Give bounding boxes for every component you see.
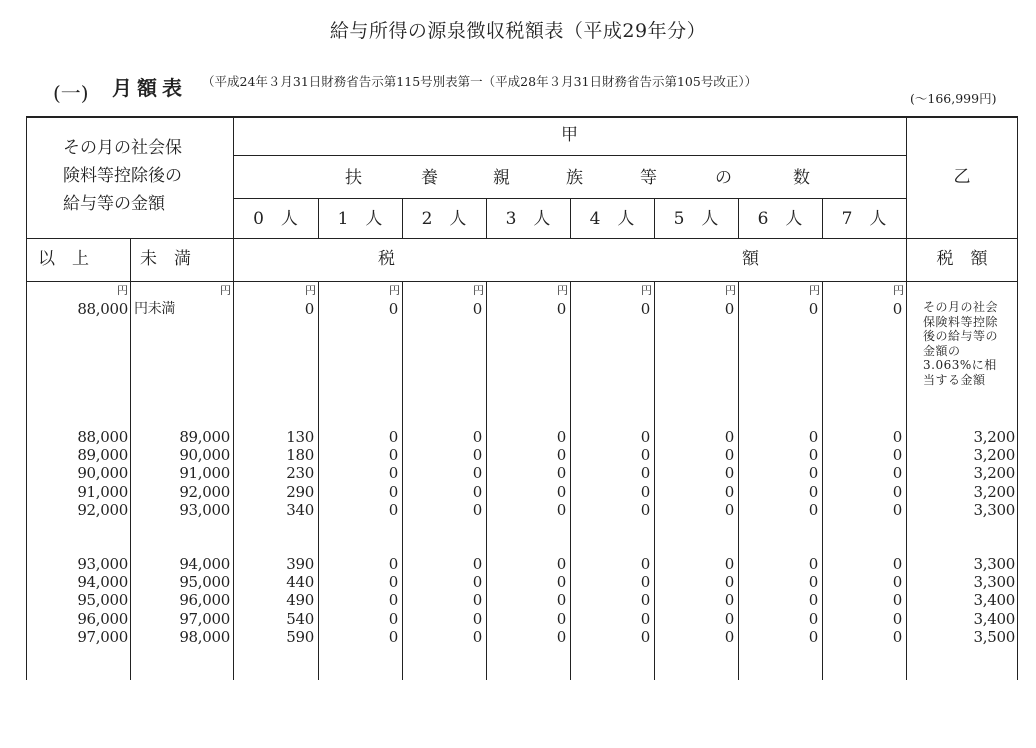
tax-value: 0 (724, 500, 734, 519)
tax-value: 0 (472, 500, 482, 519)
person-count-header: 4 人 (589, 209, 635, 229)
yen-unit: 円 (220, 284, 231, 297)
otsu-label: 乙 (953, 167, 971, 187)
yen-unit: 円 (809, 284, 820, 297)
row-to: 円未満 (134, 301, 176, 317)
tax-value: 0 (640, 609, 650, 628)
tax-value: 0 (556, 428, 566, 446)
tax-value: 0 (808, 482, 818, 501)
tax-label-char-1: 税 (378, 249, 395, 269)
tax-value: 0 (556, 555, 566, 573)
otsu-value: 3,400 (973, 591, 1015, 610)
yen-unit: 円 (473, 284, 484, 297)
row-to: 93,000 (179, 500, 230, 519)
tax-value: 440 (286, 573, 314, 592)
tax-value: 0 (388, 627, 398, 646)
document-title: 給与所得の源泉徴収税額表（平成29年分） (329, 20, 707, 42)
yen-unit: 円 (725, 284, 736, 297)
row-to: 95,000 (179, 573, 230, 592)
table-top-border (26, 116, 1018, 118)
tax-value: 0 (388, 555, 398, 573)
otsu-note: その月の社会保険料等控除後の給与等の金額の3.063%に相当する金額 (923, 300, 999, 387)
tax-value: 0 (472, 300, 482, 318)
person-count-header: 7 人 (841, 209, 887, 229)
to-label: 未 満 (140, 249, 191, 269)
tax-value: 0 (556, 573, 566, 592)
tax-value: 0 (808, 591, 818, 610)
ko-label: 甲 (561, 125, 578, 145)
tax-value: 0 (892, 627, 902, 646)
tax-value: 0 (808, 573, 818, 592)
yen-unit: 円 (389, 284, 400, 297)
otsu-tax-label: 税 額 (936, 249, 988, 269)
tax-value: 0 (892, 300, 902, 318)
salary-label-line: その月の社会保 (63, 138, 182, 158)
tax-value: 0 (472, 627, 482, 646)
tax-value: 0 (556, 464, 566, 483)
otsu-value: 3,200 (973, 482, 1015, 501)
row-from: 92,000 (77, 500, 128, 519)
row-from: 88,000 (77, 300, 128, 318)
yen-unit: 円 (305, 284, 316, 297)
tax-value: 0 (472, 609, 482, 628)
tax-value: 230 (286, 464, 314, 483)
section-number: (一) (53, 81, 89, 105)
tax-value: 130 (286, 428, 314, 446)
dependents-char: 扶 (345, 168, 362, 188)
tax-value: 0 (724, 609, 734, 628)
tax-value: 490 (286, 591, 314, 610)
tax-value: 0 (808, 609, 818, 628)
otsu-value: 3,200 (973, 464, 1015, 483)
tax-value: 0 (388, 428, 398, 446)
otsu-value: 3,300 (973, 573, 1015, 592)
tax-value: 0 (808, 300, 818, 318)
tax-label-char-2: 額 (742, 249, 759, 269)
otsu-value: 3,400 (973, 609, 1015, 628)
tax-value: 0 (472, 555, 482, 573)
row-to: 92,000 (179, 482, 230, 501)
otsu-value: 3,300 (973, 500, 1015, 519)
tax-value: 0 (892, 428, 902, 446)
tax-value: 0 (556, 627, 566, 646)
tax-value: 0 (472, 482, 482, 501)
tax-value: 0 (388, 300, 398, 318)
tax-value: 0 (388, 573, 398, 592)
tax-value: 0 (808, 627, 818, 646)
from-label: 以 上 (38, 249, 89, 269)
otsu-value: 3,300 (973, 555, 1015, 573)
row-from: 93,000 (77, 555, 128, 573)
tax-value: 0 (724, 482, 734, 501)
yen-unit: 円 (557, 284, 568, 297)
tax-value: 0 (808, 555, 818, 573)
row-from: 97,000 (77, 627, 128, 646)
tax-value: 0 (556, 591, 566, 610)
dependents-char: 数 (793, 168, 810, 188)
tax-value: 540 (286, 609, 314, 628)
dependents-char: の (715, 168, 732, 188)
tax-value: 0 (892, 609, 902, 628)
tax-value: 0 (472, 428, 482, 446)
section-title: 月額表 (112, 76, 187, 100)
tax-value: 590 (286, 627, 314, 646)
yen-unit: 円 (641, 284, 652, 297)
salary-label-line: 険料等控除後の (63, 166, 182, 186)
table-right-border (1017, 116, 1018, 680)
row-to: 94,000 (179, 555, 230, 573)
person-count-header: 5 人 (673, 209, 719, 229)
tax-value: 390 (286, 555, 314, 573)
tax-value: 0 (808, 428, 818, 446)
row-from: 90,000 (77, 464, 128, 483)
dependents-char: 等 (640, 168, 657, 188)
salary-label-line: 給与等の金額 (63, 194, 165, 214)
tax-value: 0 (640, 300, 650, 318)
header-bottom-line (26, 238, 1018, 239)
tax-value: 0 (304, 300, 314, 318)
yen-unit: 円 (117, 284, 128, 297)
otsu-value: 3,200 (973, 428, 1015, 446)
tax-value: 0 (388, 446, 398, 465)
section-note: （平成24年３月31日財務省告示第115号別表第一（平成28年３月31日財務省告示第105号改正）） (202, 74, 758, 89)
tax-value: 0 (640, 428, 650, 446)
tax-value: 0 (892, 555, 902, 573)
tax-value: 0 (724, 300, 734, 318)
ko-underline (233, 155, 906, 156)
row-from: 95,000 (77, 591, 128, 610)
tax-value: 0 (640, 591, 650, 610)
tax-value: 0 (724, 464, 734, 483)
tax-value: 0 (472, 464, 482, 483)
person-count-header: 0 人 (253, 209, 298, 229)
row-to: 98,000 (179, 627, 230, 646)
tax-value: 0 (388, 464, 398, 483)
tax-value: 0 (388, 500, 398, 519)
range-note: (～166,999円) (910, 91, 997, 106)
tax-value: 0 (640, 627, 650, 646)
tax-value: 0 (808, 500, 818, 519)
tax-value: 0 (892, 482, 902, 501)
tax-value: 0 (892, 500, 902, 519)
tax-value: 0 (640, 555, 650, 573)
tax-value: 0 (808, 464, 818, 483)
row-to: 97,000 (179, 609, 230, 628)
tax-value: 0 (892, 446, 902, 465)
dependents-char: 族 (566, 168, 583, 188)
row-from: 89,000 (77, 446, 128, 465)
tax-value: 0 (892, 591, 902, 610)
row-from: 88,000 (77, 428, 128, 446)
tax-value: 0 (556, 446, 566, 465)
dependents-char: 親 (493, 168, 510, 188)
row-to: 89,000 (179, 428, 230, 446)
unit-row-line (26, 281, 1018, 282)
tax-value: 0 (724, 428, 734, 446)
row-to: 96,000 (179, 591, 230, 610)
tax-value: 290 (286, 482, 314, 501)
tax-value: 0 (388, 482, 398, 501)
tax-value: 0 (640, 464, 650, 483)
tax-value: 0 (640, 573, 650, 592)
row-from: 94,000 (77, 573, 128, 592)
person-count-header: 6 人 (757, 209, 803, 229)
person-count-header: 3 人 (505, 209, 551, 229)
tax-value: 0 (640, 446, 650, 465)
tax-value: 0 (556, 609, 566, 628)
tax-value: 0 (640, 482, 650, 501)
tax-value: 0 (388, 591, 398, 610)
row-to: 91,000 (179, 464, 230, 483)
dependents-char: 養 (421, 168, 438, 188)
row-from: 91,000 (77, 482, 128, 501)
row-to: 90,000 (179, 446, 230, 465)
tax-value: 0 (724, 555, 734, 573)
person-count-header: 1 人 (337, 209, 383, 229)
tax-value: 0 (724, 591, 734, 610)
tax-value: 180 (286, 446, 314, 465)
tax-value: 0 (892, 464, 902, 483)
tax-value: 0 (724, 446, 734, 465)
tax-value: 0 (892, 573, 902, 592)
tax-value: 0 (388, 609, 398, 628)
otsu-value: 3,200 (973, 446, 1015, 465)
yen-unit: 円 (893, 284, 904, 297)
tax-value: 0 (724, 627, 734, 646)
tax-value: 0 (808, 446, 818, 465)
tax-value: 0 (472, 446, 482, 465)
otsu-value: 3,500 (973, 627, 1015, 646)
person-count-header: 2 人 (421, 209, 467, 229)
tax-value: 0 (556, 482, 566, 501)
tax-value: 0 (640, 500, 650, 519)
tax-value: 0 (556, 500, 566, 519)
tax-value: 0 (472, 591, 482, 610)
row-from: 96,000 (77, 609, 128, 628)
tax-value: 0 (556, 300, 566, 318)
tax-value: 0 (724, 573, 734, 592)
tax-value: 0 (472, 573, 482, 592)
tax-value: 340 (286, 500, 314, 519)
